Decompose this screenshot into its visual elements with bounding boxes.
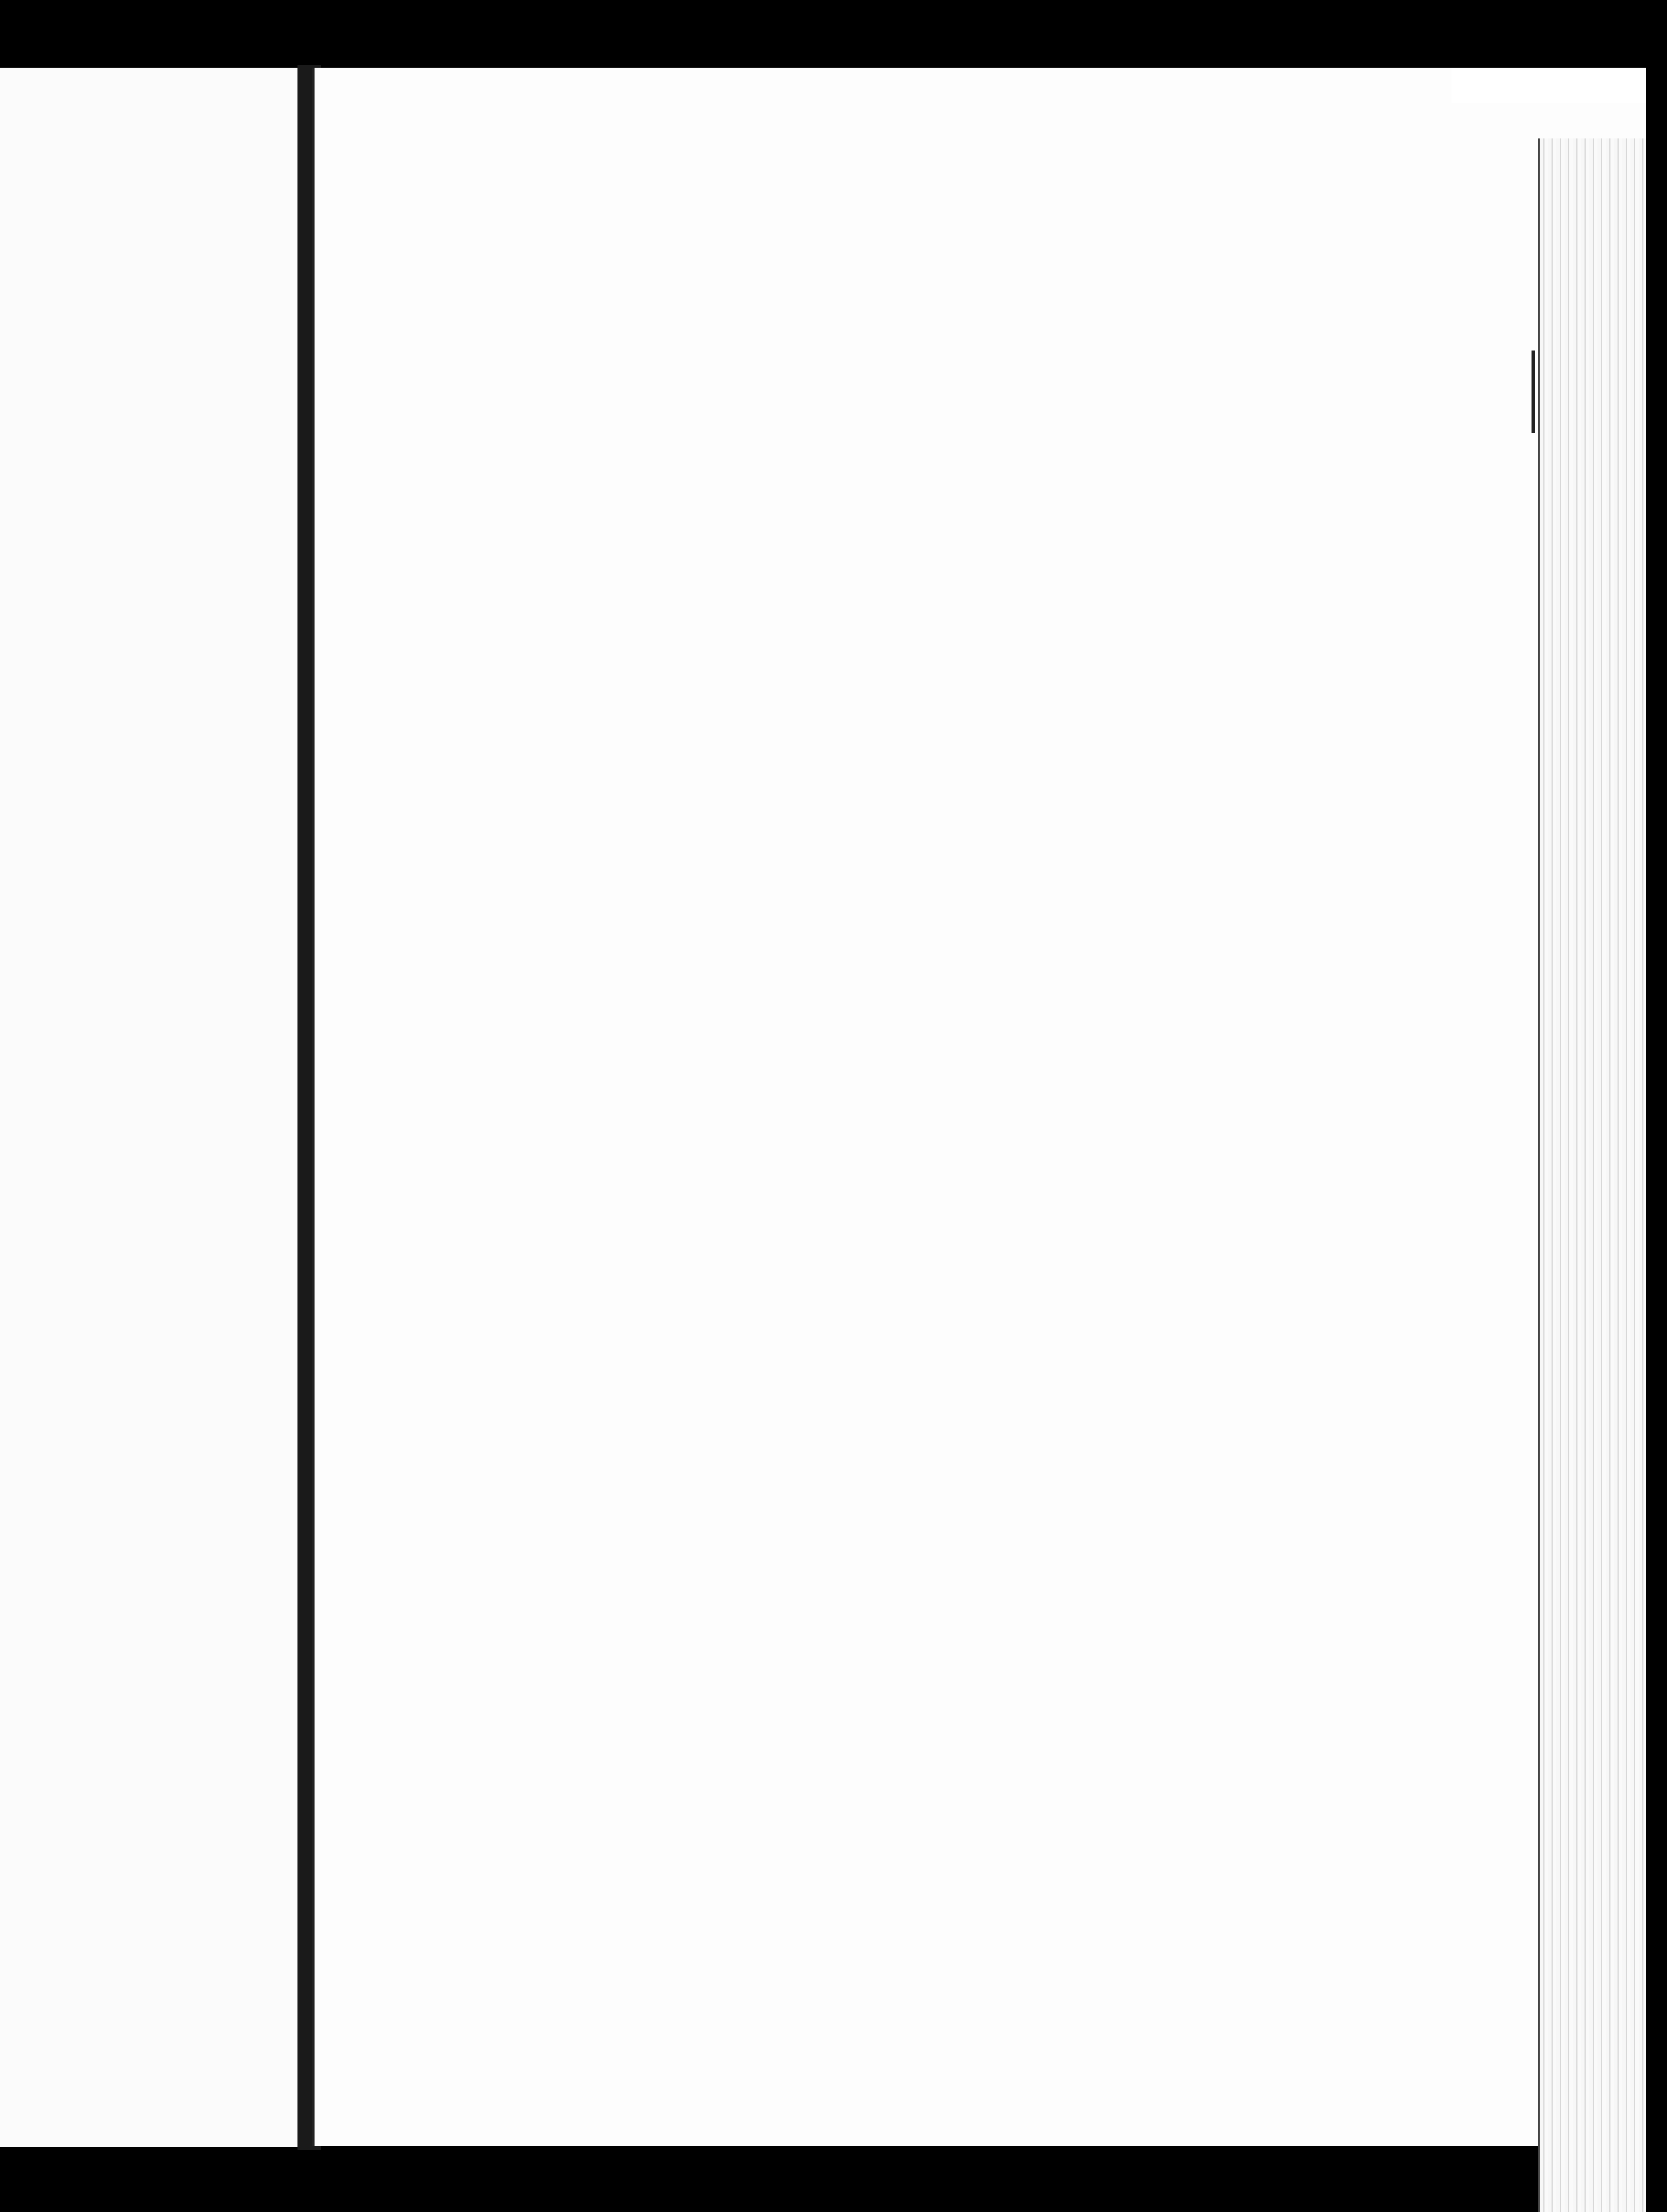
left-page <box>0 68 300 2147</box>
right-page <box>312 68 1646 2146</box>
page-edges <box>1538 138 1646 2212</box>
page-top-strip <box>1451 68 1646 103</box>
margin-mark <box>1532 351 1535 433</box>
running-header <box>454 262 1328 303</box>
